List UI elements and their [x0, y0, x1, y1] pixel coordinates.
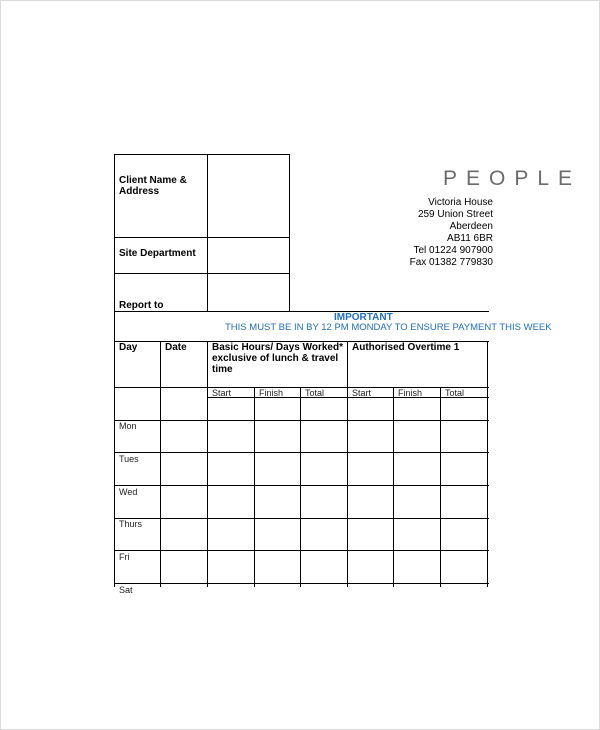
report-to-field[interactable]: [208, 274, 289, 311]
timesheet-row-mon[interactable]: [161, 421, 487, 452]
day-label-mon: Mon: [119, 421, 137, 431]
day-label-wed: Wed: [119, 487, 138, 497]
overtime-finish-header: Finish: [398, 388, 423, 398]
important-title: IMPORTANT: [334, 312, 393, 323]
address-line-1: Victoria House: [428, 197, 493, 208]
overtime-total-header: Total: [445, 388, 465, 398]
address-line-5: Tel 01224 907900: [413, 245, 493, 256]
day-label-sat-clip: [114, 585, 154, 595]
report-to-label: Report to: [119, 300, 164, 311]
timesheet-row-tues[interactable]: [161, 453, 487, 485]
address-line-3: Aberdeen: [449, 221, 493, 232]
overtime-header: Authorised Overtime 1: [352, 342, 460, 353]
site-department-field[interactable]: [208, 238, 289, 273]
basic-finish-header: Finish: [259, 388, 284, 398]
client-name-label: Client Name & Address: [119, 175, 187, 197]
timesheet-row-wed[interactable]: [161, 486, 487, 518]
basic-hours-header: Basic Hours/ Days Worked* exclusive of lunch & travel time: [212, 342, 343, 375]
basic-total-header: Total: [305, 388, 325, 398]
timesheet-row-fri[interactable]: [161, 551, 487, 583]
company-logo: PEOPLE: [443, 167, 582, 190]
site-department-label: Site Department: [119, 248, 196, 259]
day-label-fri: Fri: [119, 552, 130, 562]
timesheet-row-thurs[interactable]: [161, 519, 487, 550]
address-line-6: Fax 01382 779830: [409, 257, 493, 268]
address-line-4: AB11 6BR: [447, 233, 493, 244]
address-line-2: 259 Union Street: [417, 209, 493, 220]
day-label-sat: Sat: [119, 585, 133, 595]
day-header: Day: [119, 342, 138, 353]
overtime-start-header: Start: [352, 388, 372, 398]
day-label-tues: Tues: [119, 454, 139, 464]
important-message: THIS MUST BE IN BY 12 PM MONDAY TO ENSURE PAYMENT THIS WEEK: [225, 322, 552, 333]
day-label-thurs: Thurs: [119, 519, 143, 529]
client-name-field[interactable]: [208, 155, 289, 237]
date-header: Date: [165, 342, 187, 353]
basic-start-header: Start: [212, 388, 232, 398]
